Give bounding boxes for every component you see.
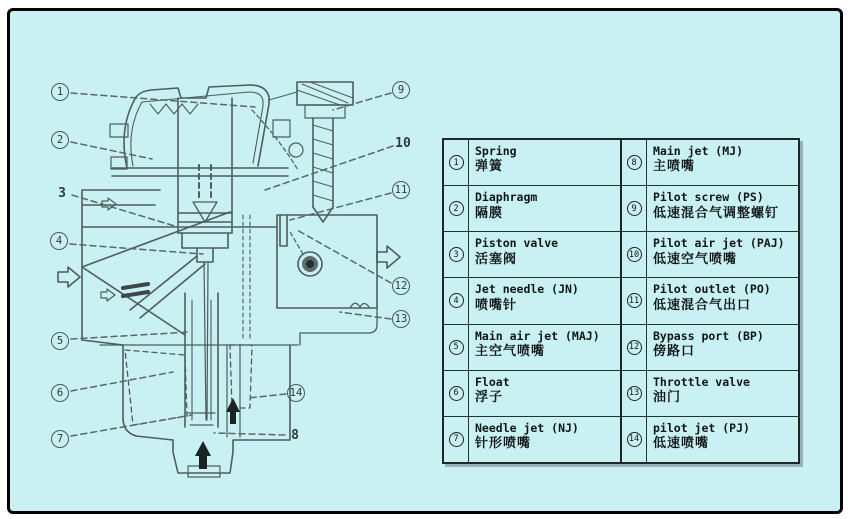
row-number-cell — [622, 325, 647, 370]
part-name-en: Main air jet (MAJ) — [475, 328, 600, 343]
row-number-cell — [622, 186, 647, 231]
row-number-cell — [444, 325, 469, 370]
pilot-screw — [273, 82, 353, 222]
callout-14 — [287, 384, 305, 402]
callout-label: 10 — [395, 135, 411, 151]
row-number-cell — [444, 278, 469, 323]
row-number-cell — [444, 140, 469, 185]
legend-row — [622, 140, 798, 186]
legend-row — [444, 186, 620, 232]
part-name-zh: 低速混合气调整螺钉 — [653, 205, 780, 221]
row-text-cell — [469, 278, 620, 323]
circled-number: 11 — [627, 293, 642, 308]
callout-label: 4 — [55, 235, 63, 247]
legend-row — [622, 232, 798, 278]
part-name-en: Pilot screw (PS) — [653, 190, 764, 205]
row-text-cell — [647, 140, 798, 185]
row-text-cell — [469, 232, 620, 277]
callout-11 — [392, 181, 410, 199]
row-text-cell — [469, 140, 620, 185]
part-name-en: Spring — [475, 144, 517, 158]
part-name-zh: 油门 — [653, 390, 682, 406]
row-text-cell — [469, 325, 620, 370]
legend-row — [444, 232, 620, 278]
legend-table — [442, 138, 800, 464]
callout-2 — [51, 131, 69, 149]
circled-number: 14 — [627, 432, 642, 447]
part-name-en: Main jet (MJ) — [653, 144, 744, 158]
legend-row — [622, 371, 798, 417]
row-number-cell — [622, 371, 647, 416]
part-name-zh: 低速喷嘴 — [653, 436, 710, 452]
part-name-zh: 傍路口 — [653, 343, 696, 359]
row-number-cell — [622, 140, 647, 185]
row-number-cell — [444, 417, 469, 462]
circled-number: 7 — [449, 432, 464, 447]
callout-label: 3 — [58, 185, 66, 201]
part-name-zh: 针形喷嘴 — [475, 436, 532, 452]
callout-label: 12 — [394, 280, 408, 292]
circled-number: 1 — [449, 155, 464, 170]
circled-number: 12 — [627, 340, 642, 355]
air-inlet-arrow-icon — [58, 267, 80, 287]
part-name-en: Float — [475, 374, 510, 389]
callout-3 — [53, 184, 71, 202]
row-text-cell — [469, 186, 620, 231]
row-text-cell — [469, 371, 620, 416]
part-name-en: Needle jet (NJ) — [475, 420, 579, 435]
part-name-zh: 低速混合气出口 — [653, 297, 752, 313]
callout-7 — [51, 430, 69, 448]
callout-label: 14 — [289, 387, 303, 399]
dome-cover — [110, 85, 298, 176]
row-number-cell — [622, 278, 647, 323]
legend-row — [444, 325, 620, 371]
part-name-zh: 隔膜 — [475, 205, 504, 221]
part-name-zh: 活塞阀 — [475, 251, 518, 267]
callout-label: 6 — [56, 387, 64, 399]
callout-label: 7 — [56, 433, 64, 445]
part-name-en: Piston valve — [475, 236, 559, 251]
callout-6 — [51, 384, 69, 402]
outlet-arrow-icon — [377, 246, 400, 268]
part-name-zh: 弹簧 — [475, 159, 504, 175]
part-name-en: Throttle valve — [653, 374, 750, 389]
legend-row — [444, 140, 620, 186]
callout-8 — [286, 426, 304, 444]
circled-number: 3 — [449, 247, 464, 262]
row-number-cell — [444, 371, 469, 416]
circled-number: 9 — [627, 201, 642, 216]
callout-10 — [394, 134, 412, 152]
callout-5 — [51, 332, 69, 350]
small-flow-arrow-icon — [101, 289, 115, 301]
vacuum-chamber-piston — [178, 98, 232, 262]
legend-row — [444, 278, 620, 324]
part-name-en: Bypass port (BP) — [653, 328, 764, 343]
row-number-cell — [622, 417, 647, 462]
legend-row — [444, 371, 620, 417]
row-number-cell — [622, 232, 647, 277]
row-number-cell — [444, 186, 469, 231]
callout-9 — [392, 81, 410, 99]
callout-12 — [392, 277, 410, 295]
throttle-chamber — [277, 215, 377, 345]
callout-label: 5 — [56, 335, 64, 347]
part-name-en: pilot jet (PJ) — [653, 420, 750, 435]
callout-1 — [51, 83, 69, 101]
row-text-cell — [647, 278, 798, 323]
circled-number: 8 — [627, 155, 642, 170]
part-name-zh: 喷嘴针 — [475, 297, 518, 313]
row-text-cell — [647, 325, 798, 370]
fuel-up-arrow-icon — [226, 398, 240, 424]
circled-number: 6 — [449, 386, 464, 401]
callout-13 — [392, 310, 410, 328]
callout-label: 9 — [397, 84, 405, 96]
callout-label: 8 — [291, 427, 299, 443]
part-name-zh: 主空气喷嘴 — [475, 343, 546, 359]
legend-column-left — [444, 140, 622, 462]
legend-row — [622, 278, 798, 324]
circled-number: 4 — [449, 293, 464, 308]
callout-label: 11 — [394, 184, 408, 196]
part-name-en: Pilot outlet (PO) — [653, 282, 771, 297]
jet-needle — [204, 262, 208, 420]
callout-label: 13 — [394, 313, 408, 325]
callout-label: 1 — [56, 86, 64, 98]
legend-column-right — [622, 140, 798, 462]
circled-number: 5 — [449, 340, 464, 355]
circled-number: 2 — [449, 201, 464, 216]
row-text-cell — [469, 417, 620, 462]
part-name-zh: 主喷嘴 — [653, 159, 696, 175]
part-name-zh: 低速空气喷嘴 — [653, 251, 738, 267]
row-text-cell — [647, 186, 798, 231]
row-number-cell — [444, 232, 469, 277]
part-name-en: Jet needle (JN) — [475, 282, 579, 297]
row-text-cell — [647, 232, 798, 277]
row-text-cell — [647, 417, 798, 462]
circled-number: 13 — [627, 386, 642, 401]
callout-label: 2 — [56, 134, 64, 146]
legend-row — [622, 325, 798, 371]
part-name-en: Pilot air jet (PAJ) — [653, 236, 785, 251]
fuel-up-arrow-icon — [195, 441, 211, 469]
callout-4 — [50, 232, 68, 250]
circled-number: 10 — [627, 247, 642, 262]
part-name-en: Diaphragm — [475, 190, 538, 205]
part-name-zh: 浮子 — [475, 390, 504, 406]
row-text-cell — [647, 371, 798, 416]
legend-row — [444, 417, 620, 462]
legend-row — [622, 186, 798, 232]
legend-row — [622, 417, 798, 462]
